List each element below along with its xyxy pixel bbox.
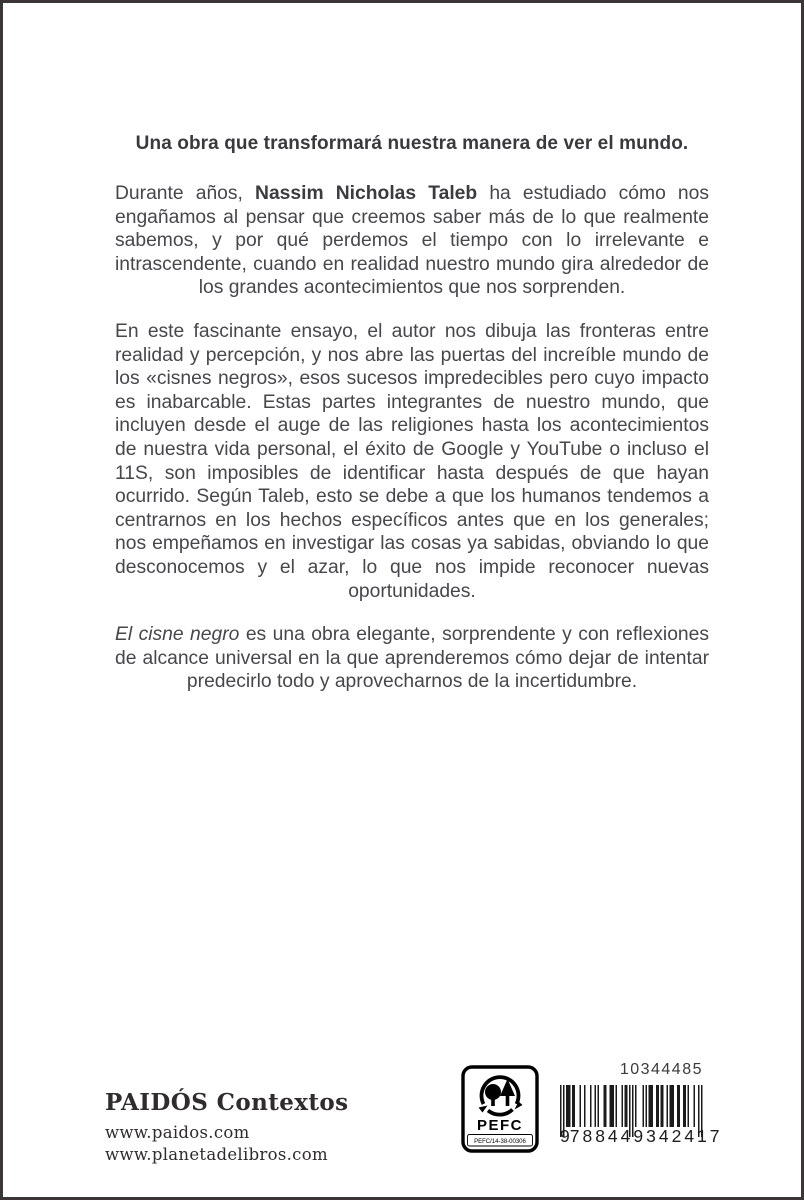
ean13-digits xyxy=(560,1126,723,1147)
ean-digit-leading: 9 xyxy=(560,1126,570,1146)
pefc-trees-recycle-icon xyxy=(461,1065,539,1153)
headline: Una obra que transformará nuestra manera de ver el mundo. xyxy=(135,133,689,154)
product-code: 10344485 xyxy=(619,1061,703,1078)
synopsis-paragraph: Durante años, Nassim Nicholas Taleb ha estudiado cómo nos engañamos al pensar que creemos saber más de lo que realmente sabemos, y por qué perdemos el tiempo con lo irrelevante e intrascendente, cuando en realidad nuestro mundo gira alrededor de los grandes acontecimientos que nos sorprenden. xyxy=(115,183,710,299)
imprint-website-paidos: www.paidos.com xyxy=(105,1123,250,1142)
synopsis-paragraphs xyxy=(115,182,709,694)
barcode-block xyxy=(547,1061,723,1147)
pefc-logo xyxy=(461,1065,539,1153)
synopsis-paragraph: El cisne negro es una obra elegante, sorprendente y con reflexiones de alcance universal en la que aprenderemos cómo dejar de intentar predecirlo todo y aprovecharnos de la incertidumbre. xyxy=(115,624,710,693)
imprint-name: PAIDÓS Contextos xyxy=(105,1089,349,1116)
ean-digit-group-left: 788449 xyxy=(569,1126,647,1146)
synopsis-block xyxy=(115,133,709,694)
pefc-wordmark: PEFC xyxy=(476,1117,524,1134)
imprint-website-planetadelibros: www.planetadelibros.com xyxy=(105,1144,328,1164)
imprint-block xyxy=(105,1089,348,1165)
synopsis-paragraph: En este fascinante ensayo, el autor nos dibuja las fronteras entre realidad y percepción, y nos abre las puertas del increíble mundo de los «cisnes negros», esos sucesos impredecibles pero cuyo impacto es inabarcable. Estas partes integrantes de nuestro mundo, que incluyen desde el auge de las religiones hasta los acontecimientos de nuestra vida personal, el éxito de Google y YouTube o incluso el 11S, son imposibles de identificar hasta después de que hayan ocurrido. Según Taleb, esto se debe a que los humanos tendemos a centrarnos en los hechos específicos antes que en los generales; nos empeñamos en investigar las cosas ya sabidas, obviando lo que desconocemos y el azar, lo que nos impide reconocer nuevas oportunidades. xyxy=(115,320,709,602)
pefc-cert-code: PEFC/14-38-00306 xyxy=(474,1138,526,1145)
ean13-barcode xyxy=(547,1085,723,1147)
ean-digit-group-right: 342417 xyxy=(646,1126,723,1146)
